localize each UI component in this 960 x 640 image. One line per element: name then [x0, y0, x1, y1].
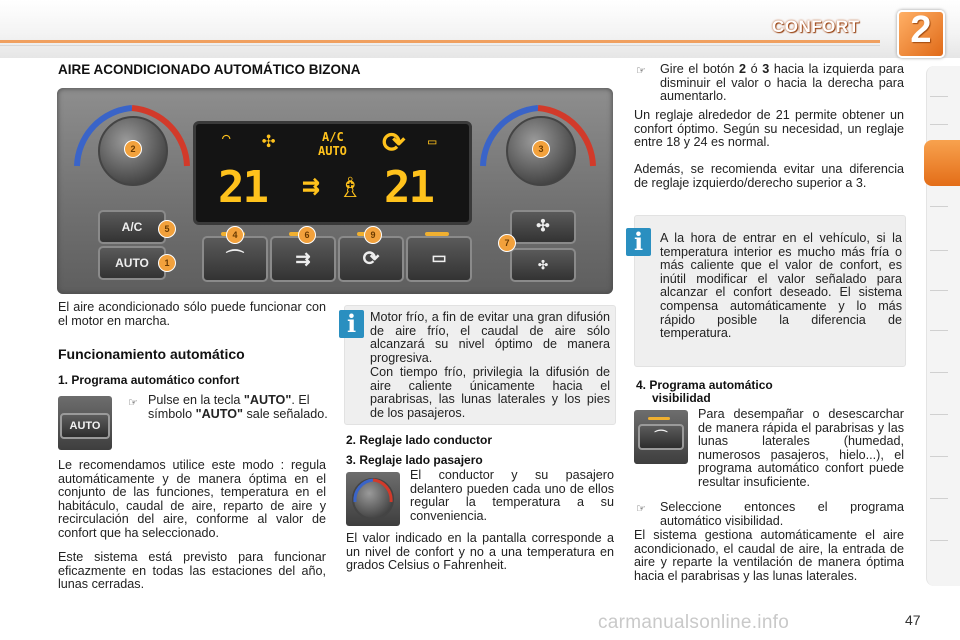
tab-divider [930, 124, 948, 125]
seasons-text: Este sistema está previsto para funcionar eficazmente en todas las estaciones del año, lunas cerradas. [58, 550, 326, 592]
tab-divider [930, 250, 948, 251]
bullet-icon: ☞ [128, 396, 138, 409]
item-4-title-line2: visibilidad [652, 391, 711, 405]
callout-4: 4 [226, 226, 244, 244]
comfort-setting-text: Un reglaje alrededor de 21 permite obtener un confort óptimo. Según su necesidad, un reglaje entre 18 y 24 es normal. [634, 108, 904, 150]
seated-person-icon: ♗ [340, 166, 361, 206]
chapter-tab-active[interactable] [924, 140, 960, 186]
recirculation-button[interactable]: ⟳ [338, 236, 404, 282]
section-heading: Funcionamiento automático [58, 346, 245, 362]
callout-9: 9 [364, 226, 382, 244]
info-cold-weather: Con tiempo frío, privilegia la difusión de aire caliente únicamente hacia el parabrisas, las lunas laterales y los pies de los pasajeros. [370, 365, 610, 420]
auto-key-label: AUTO [60, 413, 110, 439]
difference-text: Además, se recomienda evitar una diferencia de reglaje izquierdo/derecho superior a 3. [634, 162, 904, 190]
fan-increase-button[interactable]: ✣ [510, 210, 576, 244]
ac-button[interactable]: A/C [98, 210, 166, 244]
chapter-number: 2 [910, 9, 932, 51]
callout-7: 7 [498, 234, 516, 252]
indicator-led [425, 232, 449, 236]
item-4-title: 4. Programa automático [636, 378, 773, 392]
info-cold-engine: Motor frío, a fin de evitar una gran difusión de aire frío, el caudal de aire sólo alcanzará su nivel óptimo de manera progresiva. [370, 310, 610, 365]
tab-divider [930, 372, 948, 373]
callout-1: 1 [158, 254, 176, 272]
rear-demist-icon: ▭ [428, 134, 437, 150]
tab-divider [930, 414, 948, 415]
tab-divider [930, 498, 948, 499]
rotate-knob-instruction: Gire el botón 2 ó 3 hacia la izquierda para disminuir el valor o hacia la derecha para aumentarlo. [660, 62, 904, 104]
info-entry-text: A la hora de entrar en el vehículo, si la temperatura interior es mucho más fría o más caliente que el valor de confort, es inútil modificar el valor señalado para alcanzar el confort deseado. El sistema compensa automáticamente y lo más rápido posible la diferencia de temperatura. [660, 231, 902, 341]
distribution-button[interactable]: ⇉ [270, 236, 336, 282]
display-value-text: El valor indicado en la pantalla corresponde a un nivel de confort y no a una temperatura en grados Celsius o Fahrenheit. [346, 531, 614, 573]
rear-demist-button[interactable]: ▭ [406, 236, 472, 282]
display-temp-left: 21 [218, 162, 267, 213]
info-icon: i [339, 310, 364, 338]
header-rule [0, 45, 880, 46]
fan-decrease-button[interactable]: ✣ [510, 248, 576, 282]
tab-divider [930, 96, 948, 97]
bullet-icon: ☞ [636, 502, 646, 515]
item-3-title: 3. Reglaje lado pasajero [346, 453, 483, 467]
item-1-bullet: Pulse en la tecla "AUTO". El símbolo "AUTO" sale señalado. [148, 393, 328, 421]
bullet-icon: ☞ [636, 64, 646, 77]
item-4-text: Para desempañar o desescarchar de manera rápida el parabrisas y las lunas laterales (humedad, numerosos pasajeros, hielo...), el programa automático confort puede resultar insuficiente. [698, 407, 904, 489]
display-ac: A/C [322, 130, 344, 144]
callout-5: 5 [158, 220, 176, 238]
callout-3: 3 [532, 140, 550, 158]
indicator-led [648, 417, 670, 420]
display-temp-right: 21 [384, 162, 433, 213]
page-number: 47 [905, 612, 921, 628]
recommendation-text: Le recomendamos utilice este modo : regula automáticamente y de manera óptima en el conjunto de las funciones, temperatura en el habitáculo, caudal de aire, reparto de aire y recirculación del aire, conforme al valor de confort que ha seleccionado. [58, 458, 326, 540]
visibility-system-text: El sistema gestiona automáticamente el aire acondicionado, el caudal de aire, la entrada de aire y reparte la ventilación de manera óptima hacia el parabrisas y las lunas laterales. [634, 528, 904, 583]
windscreen-button[interactable]: ⌒ [202, 236, 268, 282]
display-auto: AUTO [318, 144, 347, 158]
windscreen-icon: ⌒ [638, 424, 684, 450]
header-accent-line [0, 40, 880, 43]
air-distribution-icon: ⇉ [302, 168, 321, 203]
tab-divider [930, 540, 948, 541]
item-3-text: El conductor y su pasajero delantero pueden cada uno de ellos regular la temperatura a su conveniencia. [410, 468, 614, 523]
recirculation-icon: ⟳ [382, 126, 406, 159]
page-title: AIRE ACONDICIONADO AUTOMÁTICO BIZONA [58, 62, 361, 77]
watermark: carmanualsonline.info [598, 612, 790, 633]
info-icon: i [626, 228, 651, 256]
tab-divider [930, 456, 948, 457]
tab-divider [930, 330, 948, 331]
item-2-title: 2. Reglaje lado conductor [346, 433, 493, 447]
callout-2: 2 [124, 140, 142, 158]
item-1-title: 1. Programa automático confort [58, 373, 240, 387]
intro-text: El aire acondicionado sólo puede funcionar con el motor en marcha. [58, 300, 326, 328]
knob-thumbnail-arc [346, 472, 400, 526]
callout-6: 6 [298, 226, 316, 244]
fan-icon: ✣ [262, 128, 276, 153]
tab-divider [930, 290, 948, 291]
auto-button[interactable]: AUTO [98, 246, 166, 280]
tab-divider [930, 206, 948, 207]
item-4-bullet: Seleccione entonces el programa automático visibilidad. [660, 500, 904, 528]
windscreen-icon: ⌒ [222, 130, 231, 146]
section-title: CONFORT [772, 17, 860, 36]
